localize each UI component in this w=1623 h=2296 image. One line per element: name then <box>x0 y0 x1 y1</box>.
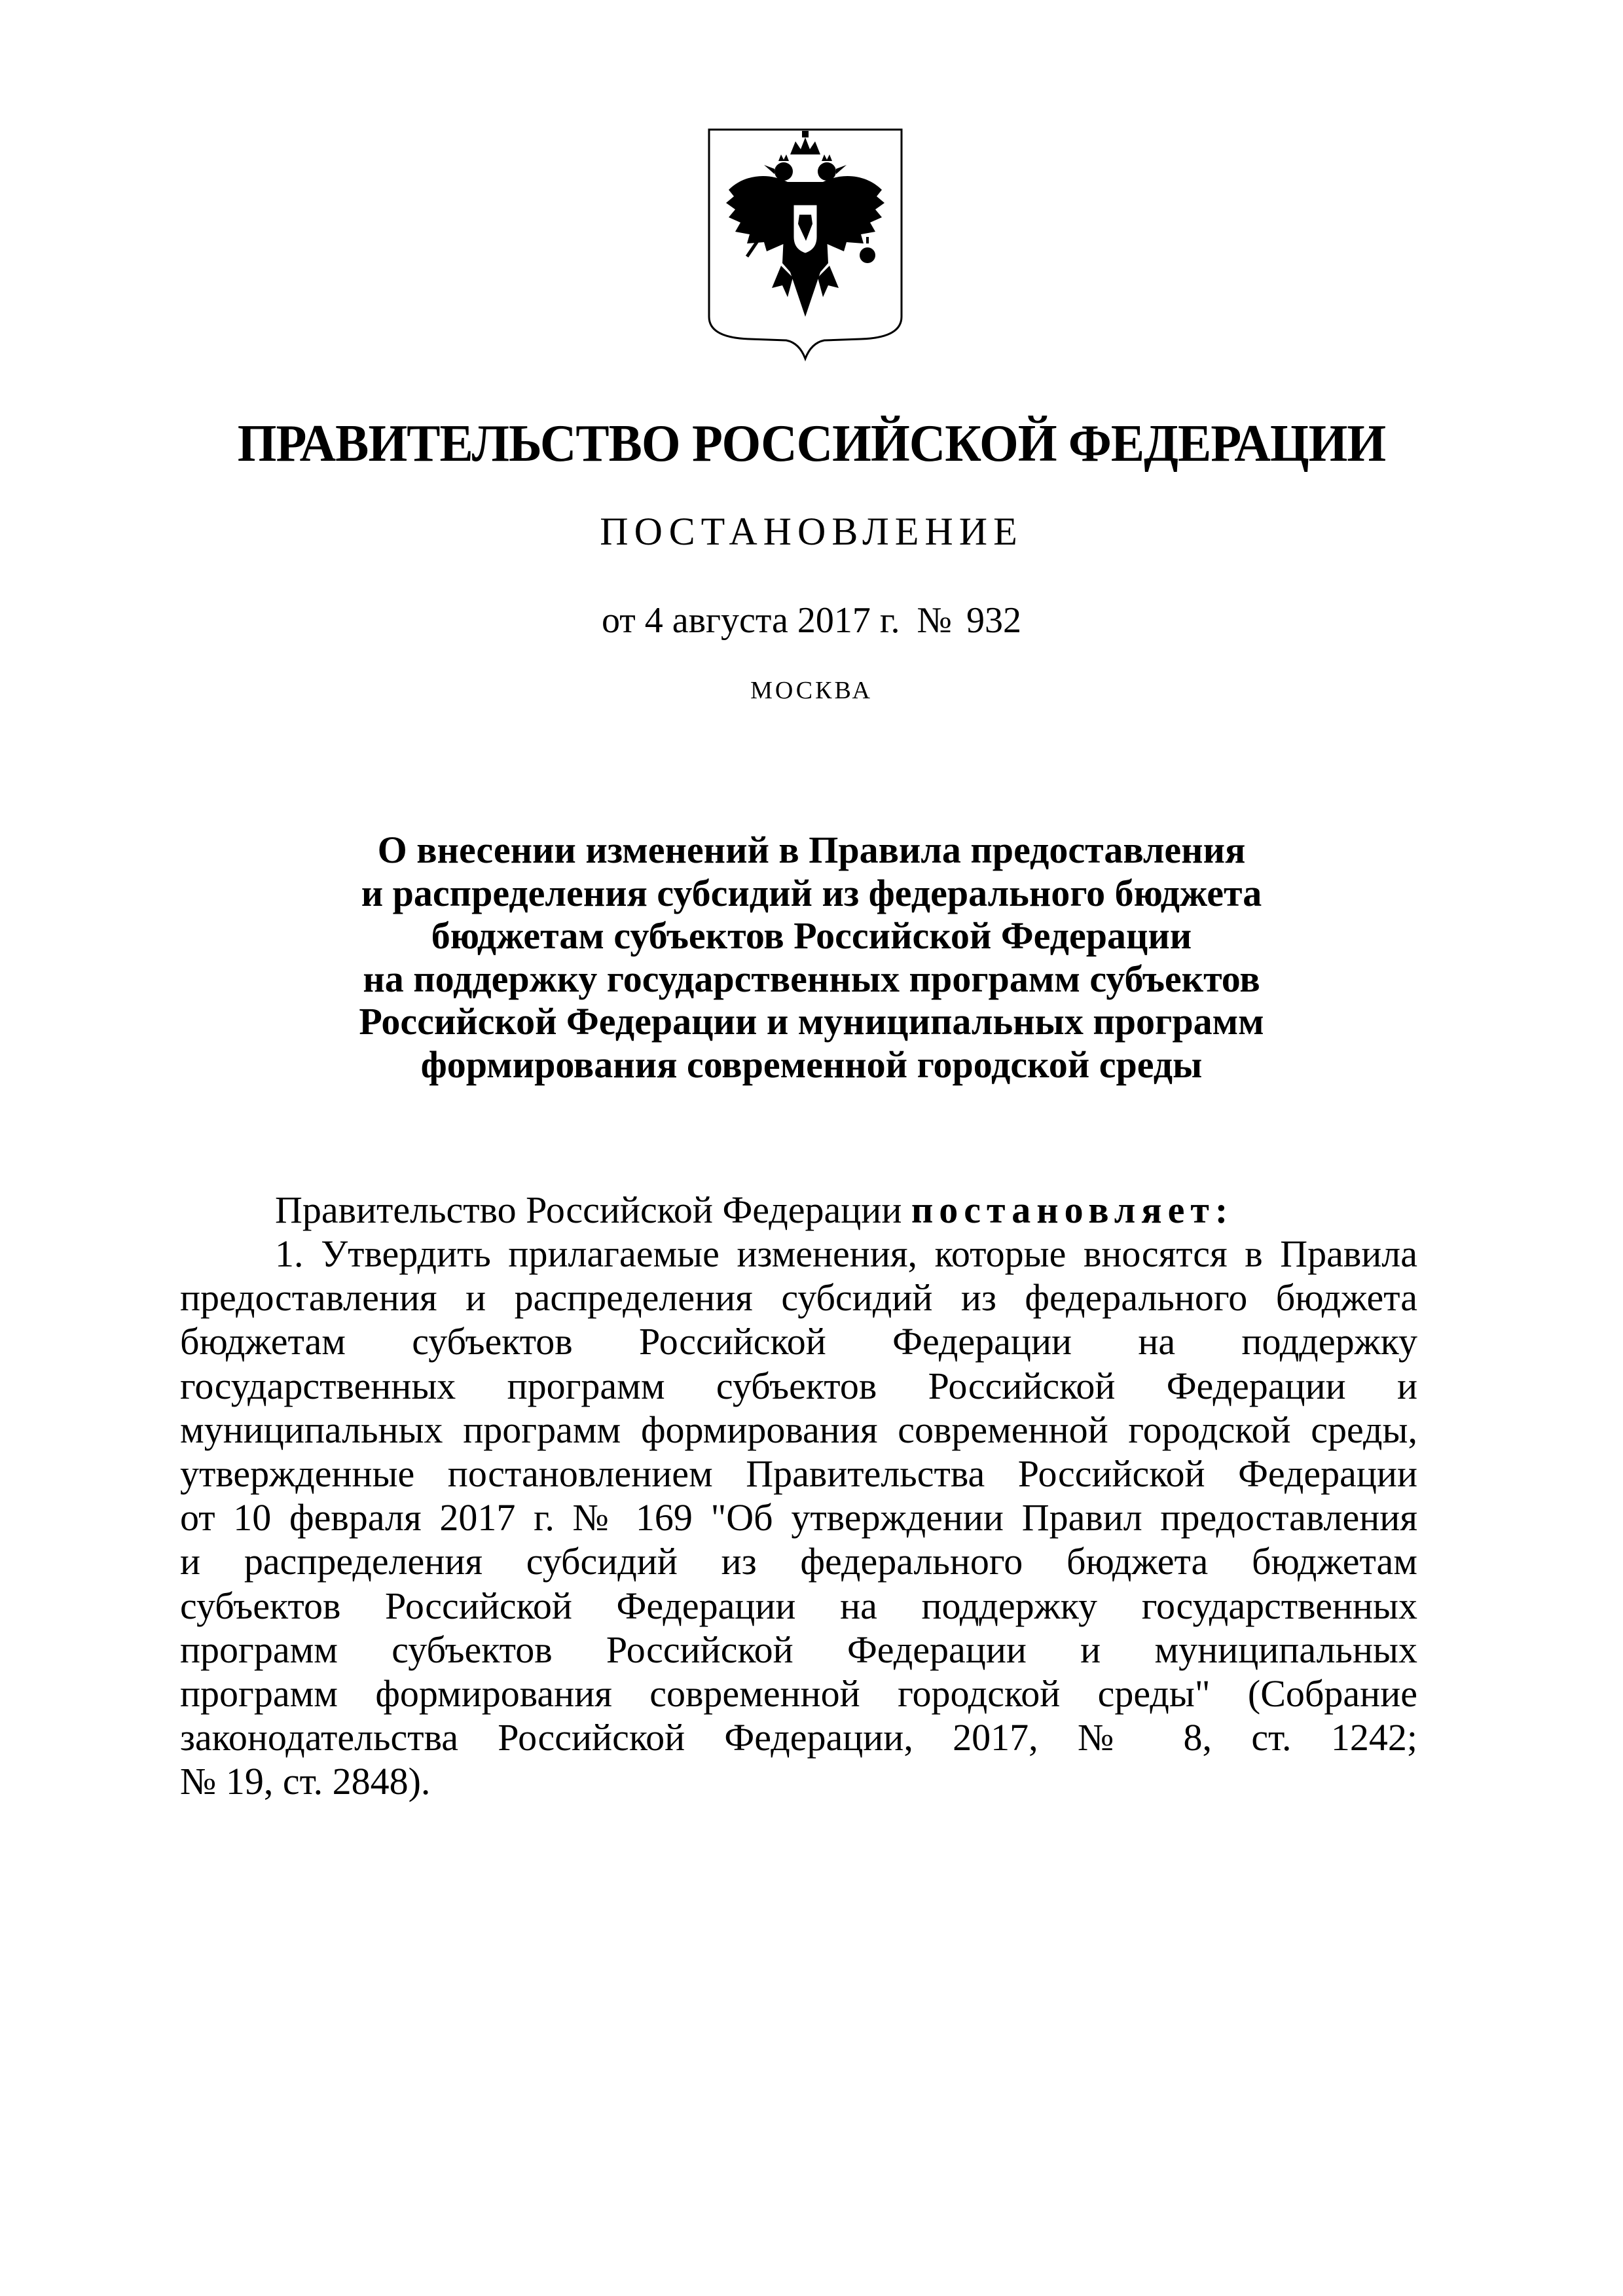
organization-title: ПРАВИТЕЛЬСТВО РОССИЙСКОЙ ФЕДЕРАЦИИ <box>237 415 1386 473</box>
paragraph-line: и распределения субсидий из федерального бюджета бюджетам <box>180 1540 1417 1583</box>
subject-line: Российской Федерации и муниципальных программ <box>359 1000 1264 1043</box>
document-subject <box>0 829 1623 1086</box>
paragraph-line: муниципальных программ формирования современной городской среды, <box>180 1408 1417 1451</box>
preamble-text: Правительство Российской Федерации <box>275 1189 902 1231</box>
paragraph-line: государственных программ субъектов Российской Федерации и <box>180 1364 1417 1407</box>
subject-line: формирования современной городской среды <box>420 1043 1203 1086</box>
paragraph-line: законодательства Российской Федерации, 2017, № 8, ст. 1242; <box>180 1716 1417 1759</box>
document-date-number <box>0 596 1623 645</box>
preamble <box>180 1188 1512 1232</box>
city: МОСКВА <box>750 677 873 704</box>
paragraph-line: 1. Утвердить прилагаемые изменения, которые вносятся в Правила <box>275 1232 1417 1275</box>
paragraph-line: субъектов Российской Федерации на поддержку государственных <box>180 1584 1417 1627</box>
document-number: 932 <box>966 600 1021 641</box>
document-type: ПОСТАНОВЛЕНИЕ <box>600 510 1023 553</box>
subject-line: О внесении изменений в Правила предоставления <box>377 829 1246 871</box>
paragraph-line: № 19, ст. 2848). <box>180 1760 431 1803</box>
preamble-action: постановляет: <box>911 1189 1234 1231</box>
coat-of-arms-icon <box>704 126 907 363</box>
paragraph-line: утвержденные постановлением Правительства Российской Федерации <box>180 1452 1417 1495</box>
subject-line: и распределения субсидий из федерального бюджета <box>361 871 1262 914</box>
paragraph-line: программ субъектов Российской Федерации и муниципальных <box>180 1628 1417 1671</box>
number-sign: № <box>917 600 952 641</box>
paragraph-line: бюджетам субъектов Российской Федерации на поддержку <box>180 1320 1417 1363</box>
paragraph-line: предоставления и распределения субсидий из федерального бюджета <box>180 1276 1417 1319</box>
paragraph-line: программ формирования современной городской среды" (Собрание <box>180 1672 1417 1715</box>
subject-line: бюджетам субъектов Российской Федерации <box>431 914 1192 957</box>
subject-line: на поддержку государственных программ субъектов <box>363 957 1260 1000</box>
paragraph-line: от 10 февраля 2017 г. № 169 "Об утверждении Правил предоставления <box>180 1496 1417 1539</box>
document-date: от 4 августа 2017 г. <box>602 600 900 641</box>
paragraph-1 <box>180 1232 1417 1803</box>
